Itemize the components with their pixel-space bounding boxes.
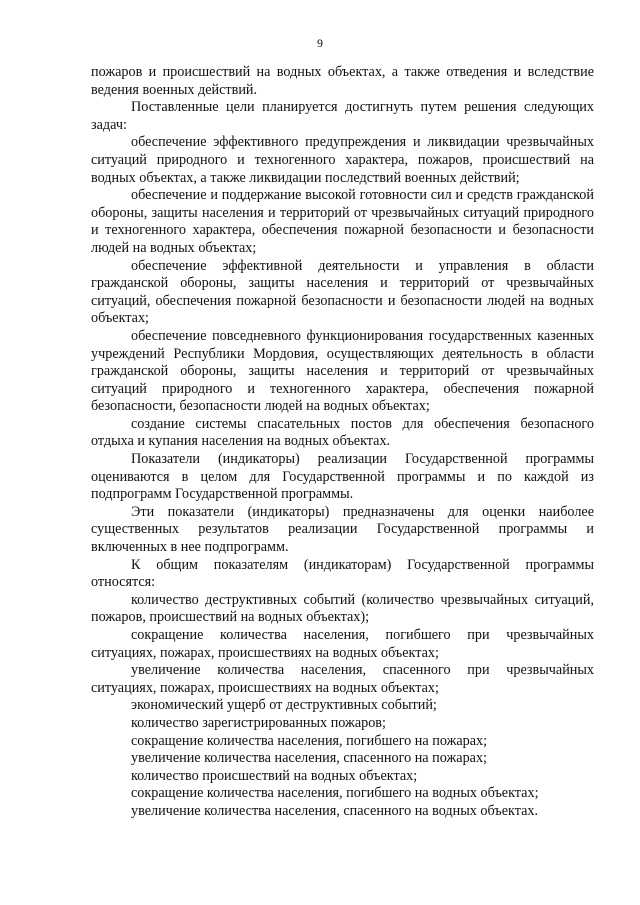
list-item-indicator-5: количество зарегистрированных пожаров; [131,714,386,731]
paragraph-task-4: обеспечение повседневного функционирования государственных казенных учреждений Республики Мордовия, осуществляющих деятельность в области гражданской обороны, защиты населения и территорий от чрезвычайных ситуаций природного и техногенного характера, обеспечения пожарной безопасности, безопасности людей на водных объектах; [91,327,594,415]
list-item-indicator-6: сокращение количества населения, погибшего на пожарах; [131,732,488,749]
paragraph-task-2: обеспечение и поддержание высокой готовности сил и средств гражданской обороны, защиты населения и территорий от чрезвычайных ситуаций природного и техногенного характера, обеспечения пожарной безопасности и безопасности людей на водных объектах; [91,187,594,256]
document-body [91,64,594,821]
paragraph-indicators-purpose: Эти показатели (индикаторы) предназначены для оценки наиболее существенных результатов реализации Государственной программы и включенных в нее подпрограмм. [91,503,594,556]
paragraph-task-1: обеспечение эффективного предупреждения и ликвидации чрезвычайных ситуаций природного и техногенного характера, пожаров, происшествий на водных объектах, а также ликвидации последствий военных действий; [91,134,594,186]
page-number: 9 [317,36,323,50]
paragraph-task-5: создание системы спасательных постов для обеспечения безопасного отдыха и купания населения на водных объектах. [91,415,594,450]
list-item-indicator-8: количество происшествий на водных объектах; [131,767,418,784]
list-item-indicator-4: экономический ущерб от деструктивных событий; [131,697,437,714]
paragraph-task-3: обеспечение эффективной деятельности и управления в области гражданской обороны, защиты населения и территорий от чрезвычайных ситуаций, обеспечения пожарной безопасности и безопасности людей на водных объектах; [91,257,594,327]
paragraph-indicators-evaluation: Показатели (индикаторы) реализации Государственной программы оцениваются в целом для Государственной программы и по каждой из подпрограмм Государственной программы. [91,451,594,503]
list-item-indicator-10: увеличение количества населения, спасенного на водных объектах. [131,802,539,819]
paragraph-general-indicators-intro: К общим показателям (индикаторам) Государственной программы относятся: [91,556,594,591]
list-item-indicator-2: сокращение количества населения, погибшего при чрезвычайных ситуациях, пожарах, происшествиях на водных объектах; [91,627,594,661]
paragraph-continuation: пожаров и происшествий на водных объектах, а также отведения и вследствие ведения военных действий. [91,64,594,98]
paragraph-goals-intro: Поставленные цели планируется достигнуть путем решения следующих задач: [91,99,594,133]
list-item-indicator-7: увеличение количества населения, спасенного на пожарах; [131,750,488,767]
list-item-indicator-1: количество деструктивных событий (количество чрезвычайных ситуаций, пожаров, происшествий на водных объектах); [91,591,594,626]
list-item-indicator-9: сокращение количества населения, погибшего на водных объектах; [131,785,539,802]
list-item-indicator-3: увеличение количества населения, спасенного при чрезвычайных ситуациях, пожарах, происшествиях на водных объектах; [91,662,594,696]
